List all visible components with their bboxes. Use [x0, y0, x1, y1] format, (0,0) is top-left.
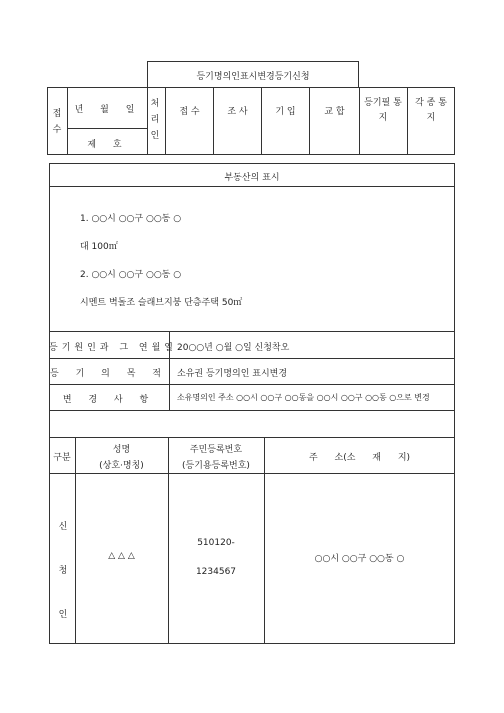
field-label-cause: 등기원인과 그 연월일	[49, 343, 177, 353]
col-entry: 기 입	[275, 107, 296, 117]
col-receipt: 접 수	[179, 107, 200, 117]
field-label-changes: 변 경 사 항	[62, 395, 156, 405]
receipt-label: 접수	[52, 109, 62, 135]
property-line-2: 대 100㎡	[80, 242, 118, 252]
col-name: 성명	[112, 445, 131, 455]
field-label-purpose: 등 기 의 목 적	[50, 369, 168, 379]
col-address: 주 소(소 재 지)	[308, 453, 411, 463]
field-value-purpose: 소유권 등기명의인 표시변경	[177, 369, 288, 379]
property-heading: 부동산의 표시	[224, 173, 280, 183]
col-name-sub: (상호·명칭)	[99, 461, 144, 471]
property-line-1: 1. ○○시 ○○구 ○○동 ○	[80, 214, 182, 224]
form-title: 등기명의인표시변경등기신청	[196, 72, 310, 82]
col-completion-notice: 등기필 통 지	[364, 98, 402, 123]
col-review: 조 사	[227, 107, 248, 117]
applicant-id-1: 510120-	[197, 538, 235, 548]
applicant-row-label: 신청인	[58, 522, 68, 620]
field-value-cause: 20○○년 ○월 ○일 신청착오	[177, 343, 290, 353]
property-line-3: 2. ○○시 ○○구 ○○동 ○	[80, 270, 182, 280]
number-label: 제 호	[87, 140, 129, 150]
processor-label: 처리인	[150, 99, 160, 141]
property-line-4: 시멘트 벽돌조 슬래브지붕 단층주택 50㎡	[80, 298, 243, 308]
col-check: 교 합	[324, 107, 345, 117]
applicant-id-2: 1234567	[195, 567, 237, 577]
col-id: 주민등록번호	[189, 445, 243, 455]
applicant-address: ○○시 ○○구 ○○동 ○	[314, 554, 405, 564]
applicant-name: △ △ △	[108, 551, 135, 561]
col-various-notice: 각 종 통 지	[415, 98, 447, 123]
date-label: 년 월 일	[74, 105, 142, 115]
col-type: 구분	[53, 453, 71, 463]
col-id-sub: (등기용등록번호)	[182, 461, 250, 471]
field-value-changes: 소유명의인 주소 ○○시 ○○구 ○○동을 ○○시 ○○구 ○○동 ○으로 변경	[177, 393, 430, 402]
